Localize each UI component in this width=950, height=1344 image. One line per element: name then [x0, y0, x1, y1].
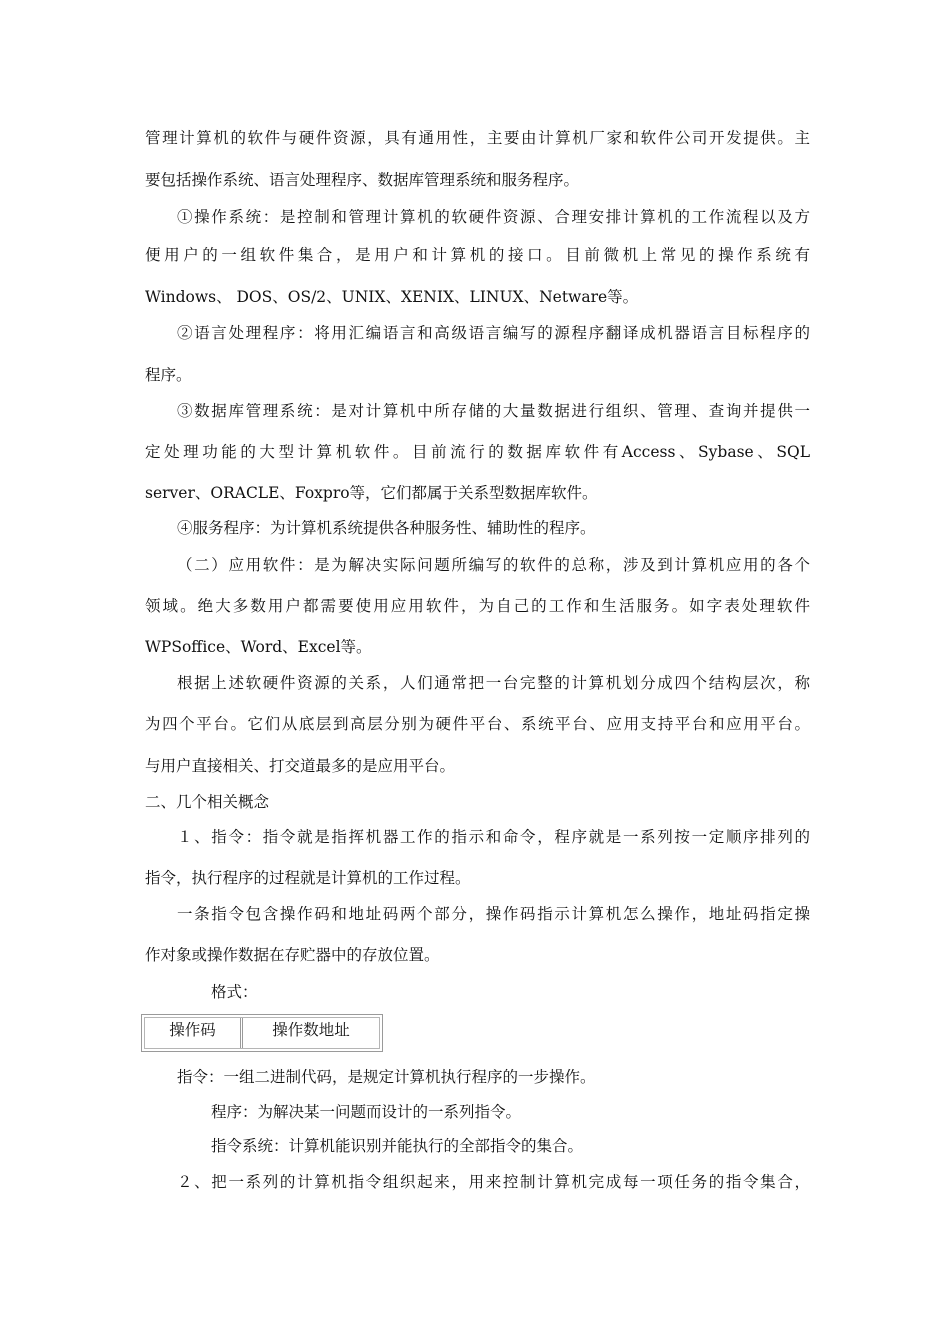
text-line: 与用户直接相关、打交道最多的是应用平台。 [145, 757, 456, 775]
definition-program: 程序：为解决某一问题而设计的一系列指令。 [211, 1103, 522, 1121]
text-line: 一条指令包含操作码和地址码两个部分，操作码指示计算机怎么操作，地址码指定操 [177, 905, 810, 923]
text-line: 为四个平台。它们从底层到高层分别为硬件平台、系统平台、应用支持平台和应用平台。 [145, 715, 810, 733]
definition-instruction: 指令：一组二进制代码，是规定计算机执行程序的一步操作。 [177, 1068, 596, 1086]
section-heading: 二、几个相关概念 [145, 793, 270, 811]
text-line: ③数据库管理系统：是对计算机中所存储的大量数据进行组织、管理、查询并提供一 [177, 402, 810, 420]
text-line: （二）应用软件：是为解决实际问题所编写的软件的总称，涉及到计算机应用的各个 [177, 556, 810, 574]
text-line: ②语言处理程序：将用汇编语言和高级语言编写的源程序翻译成机器语言目标程序的 [177, 324, 810, 342]
text-line: 管理计算机的软件与硬件资源，具有通用性，主要由计算机厂家和软件公司开发提供。主 [145, 129, 810, 147]
opcode-cell: 操作码 [145, 1018, 243, 1048]
text-line: 便用户的一组软件集合，是用户和计算机的接口。目前微机上常见的操作系统有 [145, 246, 810, 264]
text-line: 根据上述软硬件资源的关系，人们通常把一台完整的计算机划分成四个结构层次，称 [177, 674, 810, 692]
text-line: ２、把一系列的计算机指令组织起来，用来控制计算机完成每一项任务的指令集合， [177, 1173, 810, 1191]
text-line: server、ORACLE、Foxpro等，它们都属于关系型数据库软件。 [145, 484, 598, 502]
text-line: 定处理功能的大型计算机软件。目前流行的数据库软件有Access、Sybase、SQL [145, 443, 810, 461]
operand-address-cell: 操作数地址 [272, 1021, 350, 1039]
format-row [144, 1017, 380, 1049]
text-line: 作对象或操作数据在存贮器中的存放位置。 [145, 946, 440, 964]
text-line: １、指令：指令就是指挥机器工作的指示和命令，程序就是一系列按一定顺序排列的 [177, 828, 810, 846]
text-line: 指令，执行程序的过程就是计算机的工作过程。 [145, 869, 471, 887]
definition-instruction-set: 指令系统：计算机能识别并能执行的全部指令的集合。 [211, 1137, 584, 1155]
text-line: ①操作系统：是控制和管理计算机的软硬件资源、合理安排计算机的工作流程以及方 [177, 208, 810, 226]
text-line: ④服务程序：为计算机系统提供各种服务性、辅助性的程序。 [177, 519, 596, 537]
instruction-format-table [141, 1014, 383, 1052]
text-line: 要包括操作系统、语言处理程序、数据库管理系统和服务程序。 [145, 171, 580, 189]
text-line: 领域。绝大多数用户都需要使用应用软件，为自己的工作和生活服务。如字表处理软件 [145, 597, 810, 615]
format-label: 格式： [211, 983, 258, 1001]
text-line: WPSoffice、Word、Excel等。 [145, 638, 372, 656]
text-line: Windows、 DOS、OS/2、UNIX、XENIX、LINUX、Netware等。 [145, 288, 639, 306]
text-line: 程序。 [145, 366, 192, 384]
